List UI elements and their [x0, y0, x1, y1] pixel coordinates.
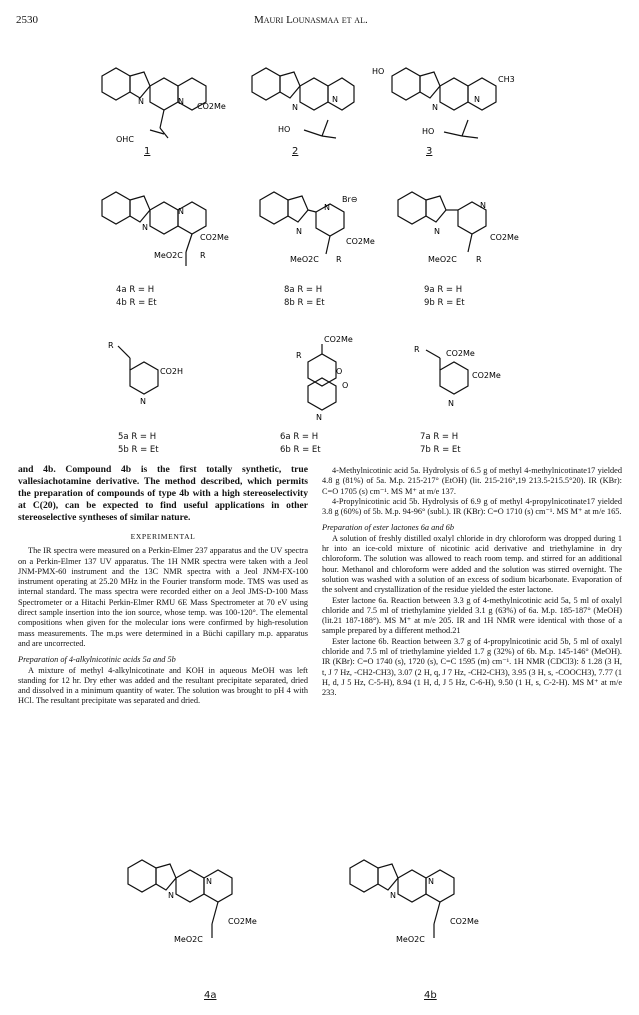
- nmr4a-ester: CO2Me: [228, 917, 257, 926]
- c4-ester: CO2Me: [200, 233, 229, 242]
- c8-ester: CO2Me: [346, 237, 375, 246]
- svg-text:R: R: [414, 345, 420, 354]
- compound-4a-nmr-label: 4a: [204, 990, 217, 1001]
- compound-6b-label: 6b R = Et: [280, 445, 321, 455]
- c7-ester-2: CO2Me: [472, 371, 501, 380]
- subheading-nicotinic-acids: Preparation of 4-alkylnicotinic acids 5a and 5b: [18, 655, 176, 665]
- compound-2-label: 2: [292, 146, 299, 157]
- svg-text:N: N: [296, 227, 302, 236]
- svg-text:R: R: [476, 255, 482, 264]
- structure-7: [404, 338, 534, 428]
- compound-3-label: 3: [426, 146, 433, 157]
- compound-7a-label: 7a R = H: [420, 432, 459, 442]
- svg-text:N: N: [332, 95, 338, 104]
- running-title: Mauri Lounasmaa et al.: [254, 14, 368, 26]
- svg-text:O: O: [342, 381, 349, 390]
- c9-meo2c: MeO2C: [428, 255, 457, 264]
- compound-9a-label: 9a R = H: [424, 285, 463, 295]
- nmr4a-meo2c: MeO2C: [174, 935, 203, 944]
- compound-8a-label: 8a R = H: [284, 285, 323, 295]
- compound-7b-label: 7b R = Et: [420, 445, 461, 455]
- structure-5: [100, 332, 210, 422]
- structure-4b-nmr: [330, 838, 510, 978]
- c7-ester-1: CO2Me: [446, 349, 475, 358]
- experimental-paragraph: The IR spectra were measured on a Perkin-Elmer 237 apparatus and the UV spectra on a Perkin-Elmer 137 UV apparatus. The 1H NMR spectra were taken with a Jeol JNM-PMX-60 instrument and the 13C NMR spectra with a Jeol JNM-FX-100 instrument operating at 25.20 MHz in the Fourier transform mode. TMS was used as internal standard. The mass spectra were recorded either on a Jeol JMS-D-100 Mass Spectrometer or a Hitachi Perkin-Elmer RMU 6E Mass Spectrometer at 70 eV using direct sample insertion into the ion source, whose temp. was 100-120°. The elemental compositions when given for the molecular ions were confirmed by high-resolution mass measurements. The m.ps were determined in a Büchi capillary m.p. apparatus and are uncorrected.: [18, 546, 308, 648]
- lactone-6a-paragraph: Ester lactone 6a. Reaction between 3.3 g of 4-methylnicotinic acid 5a, 5 ml of oxalyl chloride and 7.5 ml of triethylamine yielded 3.1 g (63%) of 6a. M.p. 185-187° (MeOH) (lit.21 187-188°). MS M⁺ at m/e 205. IR and 1H NMR were identical with those of a sample prepared by a different method.21: [322, 595, 622, 636]
- compound-5a-label: 5a R = H: [118, 432, 157, 442]
- nicotinic-acids-paragraph: A mixture of methyl 4-alkylnicotinate and KOH in aqueous MeOH was left standing for 12 hr. Dry ether was added and the resultant precipitate separated, dried and dissolved in a minimum quantity of water. The solution was brought to pH 4 with HCl. The resultant precipitate was separated and dried.: [18, 665, 308, 706]
- page-number: 2530: [16, 14, 38, 26]
- svg-text:N: N: [168, 891, 174, 900]
- structure-4: [82, 180, 242, 280]
- svg-text:N: N: [140, 397, 146, 406]
- svg-text:N: N: [390, 891, 396, 900]
- structure-8: [250, 180, 390, 280]
- svg-text:N: N: [448, 399, 454, 408]
- svg-text:N: N: [428, 877, 434, 886]
- n-atom: N: [138, 97, 144, 106]
- acid-5b-paragraph: 4-Propylnicotinic acid 5b. Hydrolysis of 6.9 g of methyl 4-propylnicotinate17 yielded 3.8 g (60%) of 5b. M.p. 94-96° (subl.). IR (KBr): C=O 1710 (s) cm⁻¹. MS M⁺ at m/e 165.: [322, 496, 622, 517]
- conclusion-paragraph: and 4b. Compound 4b is the first totally synthetic, true vallesiachotamine derivative. The method described, which permits the preparation of compounds of type 4b with a high stereoselectivity at C(20), can be expected to find useful applications in other stereoselective syntheses of similar nature.: [18, 464, 308, 523]
- c3-hydroxyl-bottom: HO: [422, 127, 435, 136]
- svg-text:N: N: [178, 207, 184, 216]
- experimental-heading: EXPERIMENTAL: [130, 532, 196, 541]
- c1-ester: CO2Me: [197, 102, 226, 111]
- compound-4a-label: 4a R = H: [116, 285, 155, 295]
- right-column: [322, 466, 622, 699]
- svg-text:O: O: [336, 367, 343, 376]
- structure-4a-nmr: [108, 838, 288, 978]
- structure-9: [384, 180, 534, 280]
- subheading-ester-lactones: Preparation of ester lactones 6a and 6b: [322, 523, 454, 533]
- compound-8b-label: 8b R = Et: [284, 298, 325, 308]
- c2-hydroxyl: HO: [278, 125, 291, 134]
- lactone-procedure-paragraph: A solution of freshly distilled oxalyl chloride in dry chloroform was dropped during 1 hr into an ice-cold mixture of nicotinic acid derivative and triethylamine in dry chloroform. The solution was allowed to reach room temp. and stirred for an additional hour. Methanol and chloroform were added and the solution was stirred overnight. The solution was washed with a solution of an excess of sodium bicarbonate. Evaporation of the solvent and crystallization of the residue yielded the ester lactone.: [322, 533, 622, 595]
- nmr4b-ester: CO2Me: [450, 917, 479, 926]
- svg-text:N: N: [142, 223, 148, 232]
- c1-aldehyde: OHC: [116, 135, 134, 144]
- acid-5a-paragraph: 4-Methylnicotinic acid 5a. Hydrolysis of 6.5 g of methyl 4-methylnicotinate17 yielded 4.8 g (81%) of 5a. M.p. 215-217° (EtOH) (lit. 215-216°,19 213.5-215.5°20). IR (KBr): C=O 1705 (s) cm⁻¹. MS M⁺ at m/e 137.: [322, 466, 622, 496]
- c3-methyl: CH3: [498, 75, 515, 84]
- nmr4b-meo2c: MeO2C: [396, 935, 425, 944]
- structure-1: [92, 46, 232, 166]
- lactone-6b-paragraph: Ester lactone 6b. Reaction between 3.7 g of 4-propylnicotinic acid 5b, 5 ml of oxalyl chloride and 7.5 ml of triethylamine yielded 1.7 g (32%) of 6b. M.p. 145-146° (MeOH). IR (KBr): C=O 1740 (s), 1720 (s), C=C 1595 (m) cm⁻¹. 1H NMR (CDCl3): δ 1.28 (3 H, t, J 7 Hz, -CH2-CH3), 3.07 (2 H, q, J 7 Hz, -CH2-CH3), 3.95 (3 H, s, -COOCH3), 7.77 (1 H, d, J 5 Hz, C-5-H), 8.94 (1 H, d, J 5 Hz, C-6-H), 9.50 (1 H, s, C-2-H). MS M⁺ at m/e 233.: [322, 636, 622, 698]
- compound-5b-label: 5b R = Et: [118, 445, 159, 455]
- svg-text:N: N: [292, 103, 298, 112]
- svg-text:N: N: [178, 97, 184, 106]
- compound-4b-label: 4b R = Et: [116, 298, 157, 308]
- compound-6a-label: 6a R = H: [280, 432, 319, 442]
- structure-2: [242, 50, 362, 160]
- c3-hydroxyl-top: HO: [372, 67, 385, 76]
- c4-meo2c: MeO2C: [154, 251, 183, 260]
- svg-text:N: N: [432, 103, 438, 112]
- svg-text:R: R: [108, 341, 114, 350]
- c9-ester: CO2Me: [490, 233, 519, 242]
- compound-4b-nmr-label: 4b: [424, 990, 437, 1001]
- structure-3: [370, 50, 530, 160]
- c8-bromide: Br⊖: [342, 195, 358, 204]
- compound-9b-label: 9b R = Et: [424, 298, 465, 308]
- left-column: [18, 464, 308, 707]
- c8-meo2c: MeO2C: [290, 255, 319, 264]
- svg-text:N: N: [434, 227, 440, 236]
- structure-6: [272, 332, 382, 427]
- svg-text:N: N: [324, 203, 330, 212]
- c5-acid: CO2H: [160, 367, 183, 376]
- c6-ester: CO2Me: [324, 335, 353, 344]
- svg-text:N: N: [206, 877, 212, 886]
- svg-text:N: N: [316, 413, 322, 422]
- svg-text:R: R: [296, 351, 302, 360]
- compound-1-label: 1: [144, 146, 151, 157]
- svg-text:N: N: [480, 201, 486, 210]
- svg-text:R: R: [200, 251, 206, 260]
- svg-text:N: N: [474, 95, 480, 104]
- svg-text:R: R: [336, 255, 342, 264]
